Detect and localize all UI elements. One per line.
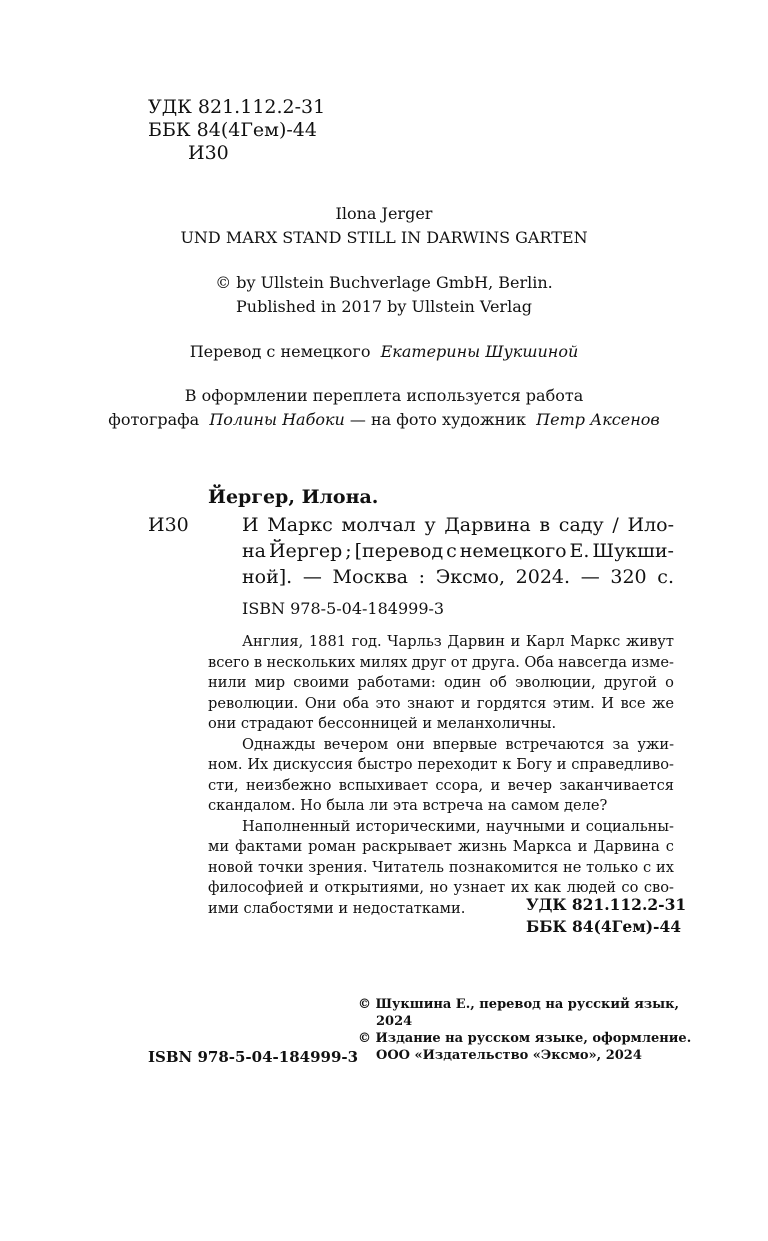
translator-credit (0, 340, 768, 364)
copyright-notices (358, 996, 691, 1064)
annotation-line: они страдают бессонницей и меланхоличны. (208, 715, 557, 732)
biblio-line: ной]. — Москва : Эксмо, 2024. — 320 с. (242, 566, 674, 588)
original-copyright-line-2: Published in 2017 by Ullstein Verlag (236, 297, 532, 316)
artist-name: Петр Аксенов (536, 410, 660, 429)
translator-prefix: Перевод с немецкого (189, 342, 371, 361)
bbk-code: ББК 84(4Гем)-44 (148, 119, 317, 141)
annotation-line: Наполненный историческими, научными и социальны- (242, 817, 674, 835)
classification-codes (148, 96, 325, 165)
original-copyright-line-1: © by Ullstein Buchverlage GmbH, Berlin. (215, 273, 553, 292)
catalog-author-heading: Йергер, Илона. (208, 486, 379, 508)
catalog-isbn: ISBN 978-5-04-184999-3 (242, 599, 445, 618)
original-edition (0, 202, 768, 250)
udk-code-bottom: УДК 821.112.2-31 (526, 895, 687, 914)
translator-name: Екатерины Шукшиной (380, 342, 579, 361)
annotation-line: всего в нескольких милях друг от друга. Оба навсегда изме- (208, 653, 674, 671)
catalog-mark: И30 (148, 514, 189, 536)
annotation-line: сти, неизбежно вспыхивает ссора, и вечер заканчивается (208, 776, 674, 794)
translation-copyright-year: 2024 (376, 1014, 413, 1029)
annotation-line: новой точки зрения. Читатель познакомится не только с их (208, 858, 674, 876)
cover-credit-line-2 (0, 408, 768, 432)
annotation-line: революции. Они оба это знают и гордятся этим. И все же (208, 694, 674, 712)
annotation (208, 632, 674, 919)
classification-codes-bottom (526, 894, 686, 938)
annotation-line: ими слабостями и недостатками. (208, 899, 466, 917)
biblio-line: на Йергер ; [перевод с немецкого Е. Шукши- (242, 540, 674, 562)
cover-credit (0, 384, 768, 432)
biblio-line: И Маркс молчал у Дарвина в саду / Ило- (242, 514, 674, 536)
photographer-prefix: фотографа (108, 410, 200, 429)
photographer-name: Полины Набоки (209, 410, 345, 429)
annotation-line: нили мир своими работами: один об эволюции, другой о (208, 674, 674, 691)
annotation-line: философией и открытиями, но узнает их как людей со сво- (208, 879, 674, 896)
artist-prefix: — на фото художник (349, 410, 526, 429)
annotation-line: Однажды вечером они впервые встречаются за ужи- (242, 735, 674, 753)
original-copyright (0, 271, 768, 319)
udk-code: УДК 821.112.2-31 (148, 96, 326, 118)
cover-credit-line-1: В оформлении переплета используется работа (184, 386, 584, 405)
bibliographic-description (242, 512, 674, 590)
annotation-line: скандалом. Но была ли эта встреча на самом деле? (208, 797, 608, 814)
author-mark: И30 (188, 142, 229, 164)
annotation-line: Англия, 1881 год. Чарльз Дарвин и Карл Маркс живут (242, 633, 674, 650)
original-title: UND MARX STAND STILL IN DARWINS GARTEN (180, 228, 588, 247)
translation-copyright: © Шукшина Е., перевод на русский язык, (358, 997, 680, 1012)
original-author: Ilona Jerger (335, 204, 433, 223)
edition-copyright: © Издание на русском языке, оформление. (358, 1031, 692, 1046)
isbn-bottom: ISBN 978-5-04-184999-3 (148, 1048, 359, 1066)
bbk-code-bottom: ББК 84(4Гем)-44 (526, 917, 682, 936)
edition-copyright-publisher: ООО «Издательство «Эксмо», 2024 (376, 1048, 642, 1063)
annotation-line: ми фактами роман раскрывает жизнь Маркса и Дарвина с (208, 838, 674, 855)
annotation-line: ном. Их дискуссия быстро переходит к Богу и справедливо- (208, 756, 674, 773)
